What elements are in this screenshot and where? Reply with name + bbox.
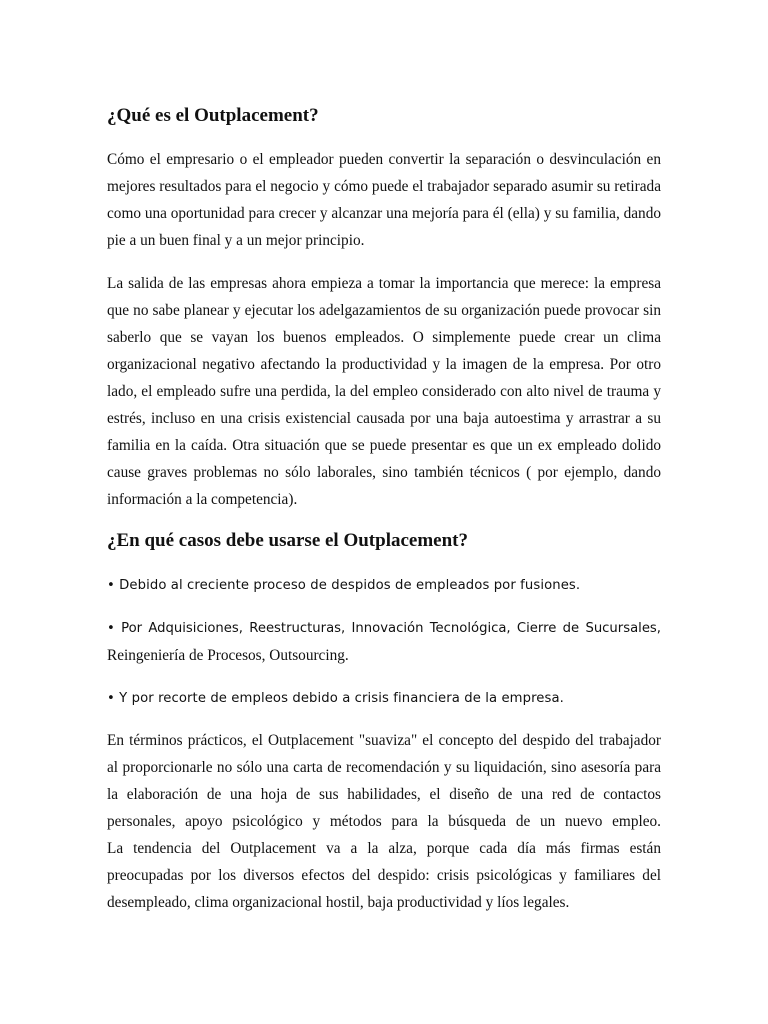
bullet-item-acquisitions-line1: • Por Adquisiciones, Reestructuras, Innovación Tecnológica, Cierre de Sucursales, [107,621,661,636]
paragraph-practical-terms-part1: En términos prácticos, el Outplacement "suaviza" el concepto del despido del trabajador al proporcionarle no sólo una carta de recomendación y su liquidación, sino asesoría para la elaboración de una hoja de sus habilidades, el diseño de una red de contactos personales, apoyo psicológico y métodos para la búsqueda de un nuevo empleo. [107,732,661,830]
paragraph-company-exit: La salida de las empresas ahora empieza a tomar la importancia que merece: la empresa que no sabe planear y ejecutar los adelgazamientos de su organización puede provocar sin saberlo que se vayan los buenos empleados. O simplemente puede crear un clima organizacional negativo afectando la productividad y la imagen de la empresa. Por otro lado, el empleado sufre una perdida, la del empleo considerado con alto nivel de trauma y estrés, incluso en una crisis existencial causada por una baja autoestima y arrastrar a su familia en la caída. Otra situación que se puede presentar es que un ex empleado dolido cause graves problemas no sólo laborales, sino también técnicos ( por ejemplo, dando información a la competencia). [107,275,661,508]
heading-what-is-outplacement: ¿Qué es el Outplacement? [107,105,319,126]
paragraph-intro: Cómo el empresario o el empleador pueden convertir la separación o desvinculación en mejores resultados para el negocio y cómo puede el trabajador separado asumir su retirada como una oportunidad para crecer y alcanzar una mejoría para él (ella) y su familia, dando pie a un buen final y a un mejor principio. [107,151,661,249]
bullet-item-mergers: • Debido al creciente proceso de despidos de empleados por fusiones. [107,578,581,593]
heading-when-to-use: ¿En qué casos debe usarse el Outplacement? [107,530,468,551]
bullet-item-acquisitions-line2: Reingeniería de Procesos, Outsourcing. [107,647,349,664]
bullet-item-acquisitions [107,615,661,669]
paragraph-practical-terms [107,727,661,916]
paragraph-practical-terms-part2: La tendencia del Outplacement va a la alza, porque cada día más firmas están preocupadas por los diversos efectos del despido: crisis psicológicas y familiares del desempleado, clima organizacional hostil, baja productividad y líos legales. [107,840,661,911]
bullet-item-financial-crisis: • Y por recorte de empleos debido a crisis financiera de la empresa. [107,691,564,706]
